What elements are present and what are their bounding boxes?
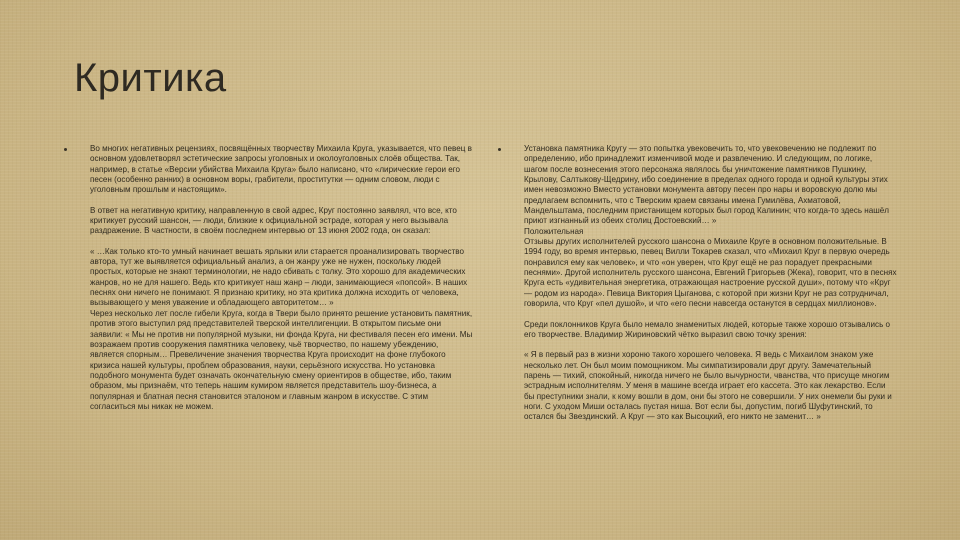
bullet-icon — [64, 148, 67, 151]
paragraph: « Я в первый раз в жизни хороню такого хорошего человека. Я ведь с Михаилом знаком уже несколько лет. Он был моим помощником. Мы симпатизировали друг другу. Замечательный парень — тихий, спокойный, никогда ничего не было вычурности, чванства, что присуще многим эстрадным исполнителям. У меня в машине всегда играет его кассета. Это как лекарство. Если бы преступники знали, к кому вошли в дом, они бы этого не совершили. У них онемели бы руки и ноги. С уходом Миши осталась пустая ниша. Вот если бы, допустим, погиб Шуфутинский, то остался бы Звездинский. А Круг — это как Высоцкий, его никто не заменит… » — [524, 350, 892, 422]
paragraph: « …Как только кто-то умный начинает вешать ярлыки или старается проанализировать творчество автора, тут же выявляется официальный анализ, а он жанру уже не нужен, поскольку людей простых, которые не знают терминологии, не надо сбивать с толку. Это хорошо для академических жанров, но не для нашего. Ведь кто критикует наш жанр – люди, занимающиеся «попсой». В наших песнях они ничего не понимают. Я признаю критику, но эта критика должна исходить от человека, вызывающего у меня уважение и обладающего авторитетом… » Через несколько лет после гибели Круга, когда в Твери было принято решение установить памятник, против этого выступил ряд представителей тверской интеллигенции. В открытом письме они заявили: « Мы не против ни популярной музыки, ни фонда Круга, ни фестиваля песен его имени. Мы возражаем против сооружения памятника человеку, чьё творчество, по нашему убеждению, является спорным… Превеличение значения творчества Круга происходит на фоне глубокого кризиса нашей культуры, проблем образования, науки, серьёзного искусства. Но установка подобного монумента будет означать окончательную смену ориентиров в обществе, ибо, таким образом, мы признаём, что теперь нашим кумиром является представитель шоу-бизнеса, а популярная и блатная песня становится эталоном и главным жанром в искусстве. С этим согласиться мы никак не можем. — [90, 246, 473, 411]
slide-title: Критика — [74, 56, 227, 100]
paragraph: В ответ на негативную критику, направленную в свой адрес, Круг постоянно заявлял, что все, кто критикует русский шансон, — люди, близкие к официальной эстраде, которая у него вызывала раздражение. В частности, в своём последнем интервью от 13 июня 2002 года, он сказал: — [90, 205, 457, 236]
paragraph: Среди поклонников Круга было немало знаменитых людей, которые также хорошо отзывались о его творчестве. Владимир Жириновский чётко выразил свою точку зрения: — [524, 319, 891, 339]
right-column — [498, 144, 898, 433]
right-column-body — [524, 144, 898, 423]
left-column — [64, 144, 474, 422]
left-column-body — [90, 144, 474, 412]
paragraph: Установка памятника Кругу — это попытка увековечить то, что увековечению не подлежит по определению, ибо принадлежит изменчивой моде и развлечению. И следующим, по логике, шагом после вознесения этого персонажа являлось бы уничтожение памятников Пушкину, Крылову, Салтыкову-Щедрину, ибо соединение в пределах одного города и одной культуры этих имен невозможно Вместо установки монумента автору песен про нары и воровскую долю мы предлагаем вспомнить, что с Тверским краем связаны имена Гумилёва, Ахматовой, Мандельштама, последним пристанищем которых был город Калинин; что когда-то здесь нашёл приют изгнанный из обеих столиц Достоевский… » Положительная Отзывы других исполнителей русского шансона о Михаиле Круге в основном положительные. В 1994 году, во время интервью, певец Вилли Токарев сказал, что «Михаил Круг в первую очередь понравился ему как человек», и что «он уверен, что Круг ещё не раз порадует прекрасными песнями». Другой исполнитель русского шансона, Евгений Григорьев (Жека), говорит, что в песнях Круга есть «удивительная энергетика, отражающая настроение русской души», потому что «Круг — родом из народа». Певица Виктория Цыганова, с которой при жизни Круг не раз сотрудничал, говорила, что Круг «пел душой», и что «его песни навсегда останутся в сердцах миллионов». — [524, 144, 897, 309]
paragraph: Во многих негативных рецензиях, посвящённых творчеству Михаила Круга, указывается, что певец в основном удовлетворял эстетические запросы уголовных и околоуголовных слоёв общества. Так, например, в статье «Версии убийства Михаила Круга» было написано, что «лирические герои его песен (особенно ранних) в основном воры, грабители, проститутки — одним словом, люди с уголовным прошлым и настоящим». — [90, 144, 472, 195]
bullet-icon — [498, 148, 501, 151]
